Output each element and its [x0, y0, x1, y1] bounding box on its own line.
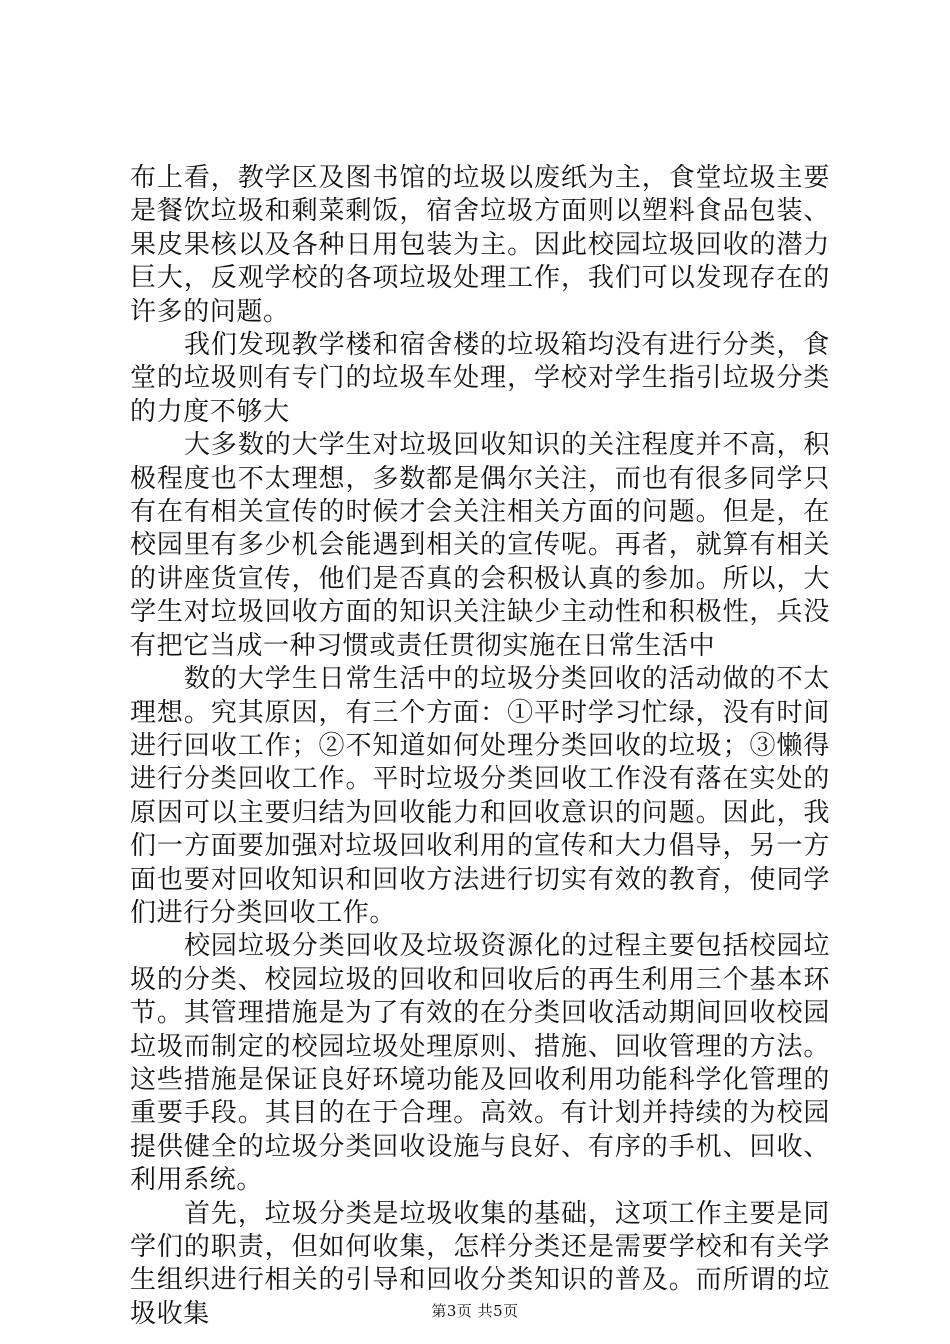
paragraph-1: 布上看，教学区及图书馆的垃圾以废纸为主，食堂垃圾主要是餐饮垃圾和剩菜剩饭，宿舍垃圾方面则以塑料食品包装、果皮果核以及各种日用包装为主。因此校园垃圾回收的潜力巨大，反观学校的各项垃圾处理工作，我们可以发现存在的许多的问题。: [130, 163, 830, 327]
document-body: [130, 162, 830, 1331]
page-number-footer: 第3页 共5页: [431, 1302, 519, 1320]
paragraph-2: 我们发现教学楼和宿舍楼的垃圾箱均没有进行分类，食堂的垃圾则有专门的垃圾车处理，学校对学生指引垃圾分类的力度不够大: [130, 330, 830, 427]
paragraph-5: 校园垃圾分类回收及垃圾资源化的过程主要包括校园垃圾的分类、校园垃圾的回收和回收后的再生利用三个基本环节。其管理措施是为了有效的在分类回收活动期间回收校园垃圾而制定的校园垃圾处理原则、措施、回收管理的方法。这些措施是保证良好环境功能及回收利用功能科学化管理的重要手段。其目的在于合理。高效。有计划并持续的为校园提供健全的垃圾分类回收设施与良好、有序的手机、回收、利用系统。: [130, 931, 830, 1196]
paragraph-3: 大多数的大学生对垃圾回收知识的关注程度并不高，积极程度也不太理想，多数都是偶尔关注，而也有很多同学只有在有相关宣传的时候才会关注相关方面的问题。但是，在校园里有多少机会能遇到相关的宣传呢。再者，就算有相关的讲座货宣传，他们是否真的会积极认真的参加。所以，大学生对垃圾回收方面的知识关注缺少主动性和积极性，兵没有把它当成一种习惯或责任贯彻实施在日常生活中: [130, 430, 830, 661]
paragraph-6: 首先，垃圾分类是垃圾收集的基础，这项工作主要是同学们的职责，但如何收集，怎样分类还是需要学校和有关学生组织进行相关的引导和回收分类知识的普及。而所谓的垃圾收集: [130, 1198, 830, 1329]
paragraph-4: 数的大学生日常生活中的垃圾分类回收的活动做的不太理想。究其原因，有三个方面：①平时学习忙绿，没有时间进行回收工作；②不知道如何处理分类回收的垃圾；③懒得进行分类回收工作。平时垃圾分类回收工作没有落在实处的原因可以主要归结为回收能力和回收意识的问题。因此，我们一方面要加强对垃圾回收利用的宣传和大力倡导，另一方面也要对回收知识和回收方法进行切实有效的教育，使同学们进行分类回收工作。: [130, 664, 830, 928]
